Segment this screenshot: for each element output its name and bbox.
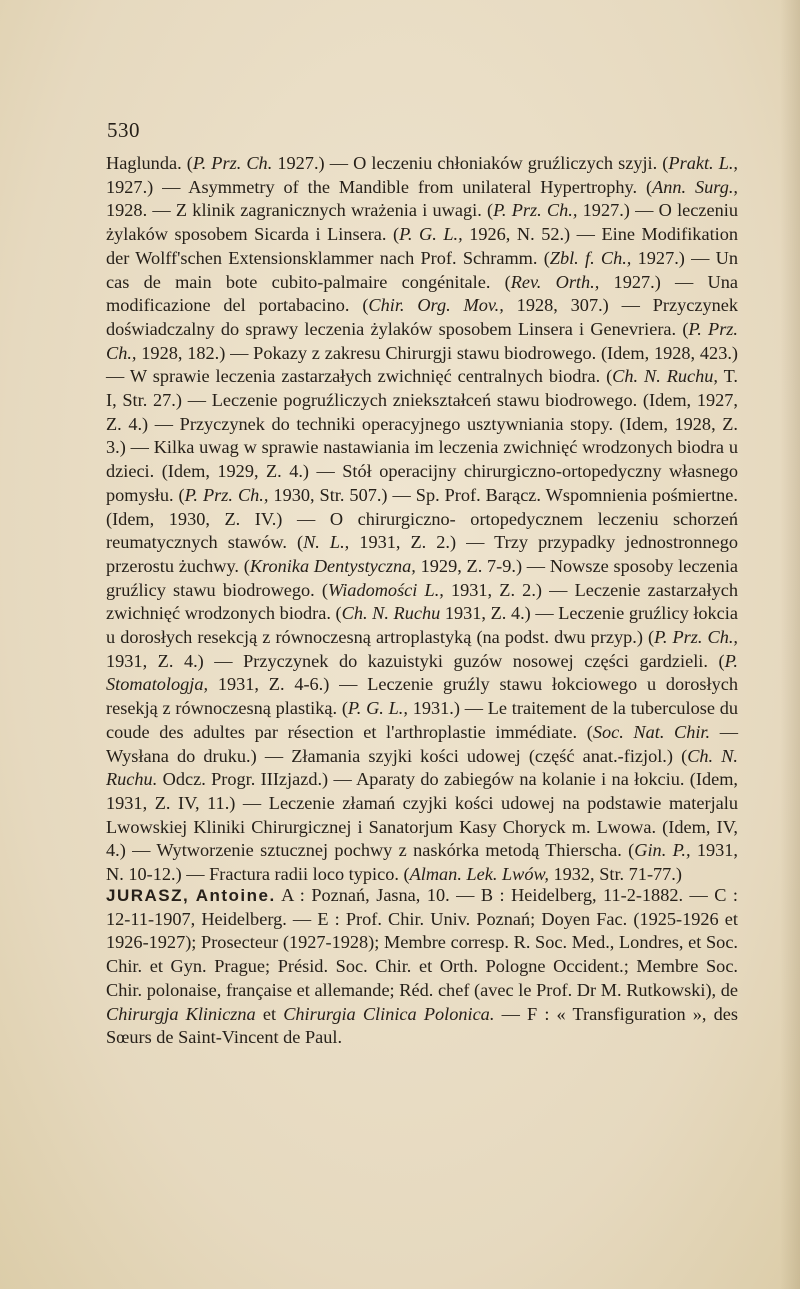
text-run: 1932, Str. 71-77.) <box>548 864 682 885</box>
text-run: 1928. — Z klinik zagranicznych wrażenia i uwagi. ( <box>106 200 494 221</box>
citation-source: N. L., <box>303 532 350 553</box>
citation-source: Ch. N. Ruchu, <box>612 366 718 387</box>
text-run: 1927.) — Un cas de main bote cubito-palmaire congénitale. ( <box>106 247 738 292</box>
text-run: 1931.) — Le traitement de la tuberculose du coude des adultes par résection et l'arthroplastie immédiate. ( <box>106 698 739 742</box>
text-run: 1926, N. 52.) — Eine Modifikation der Wolff'schen Extensionsklammer nach Prof. Schramm. ( <box>106 224 739 268</box>
citation-source: P. Prz. Ch., <box>654 627 738 648</box>
citation-source: Chirurgja Kliniczna <box>106 1003 256 1024</box>
citation-source: Soc. Nat. Chir. <box>592 721 711 742</box>
biographical-entry <box>106 884 738 1050</box>
citation-source: Chir. Org. Mov., <box>368 295 504 316</box>
text-run: Odcz. Progr. IIIzjazd.) — Aparaty do zabiegów na kolanie i na łokciu. (Idem, 1931, Z. IV, 11.) — Leczenie złamań czyjki kości udowej na podstawie materjalu Lwowskiej Kliniki Chirurgicznej i Sanatorjum Kasy Choryck m. Lwowa. (Idem, IV, 4.) — Wytworzenie sztucznej pochwy z naskórka metodą Thierscha. ( <box>106 769 738 861</box>
text-run: 1927.) — O leczeniu żylaków sposobem Sicarda i Linsera. ( <box>106 200 738 245</box>
text-run: et <box>255 1003 284 1024</box>
text-run: 1931, Z. 4.) — Leczenie gruźlicy łokcia u dorosłych resekcją z równoczesną artroplastyką (na podst. dwu przyp.) ( <box>106 603 738 648</box>
citation-source: Prakt. L., <box>668 153 738 173</box>
citation-source: P. Prz. Ch., <box>493 200 578 221</box>
text-run: 1931, Z. 4-6.) — Leczenie gruźly stawu łokciowego u dorosłych resekją z równoczesną plastiką. ( <box>106 674 738 719</box>
text-run: 1927.) — Asymmetry of the Mandible from unilateral Hypertrophy. ( <box>106 176 653 197</box>
text-run: 1931, N. 10-12.) — Fractura radii loco typico. ( <box>106 840 739 885</box>
citation-source: P. Prz. Ch., <box>184 484 269 505</box>
text-run: 1928, 182.) — Pokazy z zakresu Chirurgji stawu biodrowego. (Idem, 1928, 423.) — W sprawie leczenia zastarzałych zwichnięć centralnych biodra. ( <box>106 342 738 387</box>
citation-source: Chirurgia Clinica Polonica. <box>283 1003 495 1024</box>
entry-given-name: Antoine. <box>195 886 276 905</box>
text-run: 1927.) — Una modificazione del portabacino. ( <box>106 271 739 316</box>
citation-source: Gin. P., <box>634 840 691 861</box>
citation-source: Rev. Orth., <box>510 271 600 292</box>
bibliography-paragraph <box>106 152 738 887</box>
text-run: 1930, Str. 507.) — Sp. Prof. Barącz. Wspomnienia pośmiertne. (Idem, 1930, Z. IV.) — O chirurgiczno- ortopedycznem leczeniu schorzeń reumatycznych stawów. ( <box>106 484 738 553</box>
citation-source: P. G. L., <box>347 698 408 719</box>
citation-source: Zbl. f. Ch., <box>549 247 632 268</box>
citation-source: Ann. Surg., <box>652 176 738 197</box>
text-run: 1931, Z. 2.) — Trzy przypadky jednostronnego przerostu żuchwy. ( <box>106 532 739 576</box>
text-run: A : Poznań, Jasna, 10. — B : Heidelberg, 11-2-1882. — C : 12-11-1907, Heidelberg. — E : Prof. Chir. Univ. Poznań; Doyen Fac. (1925-1926 et 1926-1927); Prosecteur (1927-1928); Membre corresp. R. Soc. Med., Londres, et Soc. Chir. et Gyn. Prague; Présid. Soc. Chir. et Orth. Pologne Occident.; Membre Soc. Chir. polonaise, française et allemande; Réd. chef (avec le Prof. Dr M. Rutkowski), de <box>106 885 738 1000</box>
text-run: Haglunda. ( <box>106 153 193 173</box>
entry-body <box>106 885 738 1047</box>
citation-source: Wiadomości L., <box>328 579 444 600</box>
citation-source: Kronika Dentystyczna, <box>249 555 416 576</box>
citation-source: P. Stomatologja, <box>106 650 738 695</box>
citation-source: P. Prz. Ch., <box>106 318 738 363</box>
text-run: — Wysłana do druku.) — Złamania szyjki kości udowej (część anat.-fizjol.) ( <box>106 721 738 766</box>
text-run: 1927.) — O leczeniu chłoniaków gruźliczych szyji. ( <box>272 153 669 173</box>
citation-source: P. Prz. Ch. <box>192 153 273 173</box>
text-run: T. I, Str. 27.) — Leczenie pogruźliczych zniekształceń stawu biodrowego. (Idem, 1927, Z. 4.) — Przyczynek do techniki operacyjnego usztywniania stopy. (Idem, 1928, Z. 3.) — Kilka uwag w sprawie nastawiania im leczenia zwichnięć wrodzonych biodra u dzieci. (Idem, 1929, Z. 4.) — Stół operacijny chirurgiczno-ortopedyczny własnego pomysłu. ( <box>106 366 738 505</box>
entry-surname: JURASZ, <box>106 886 190 905</box>
text-run: 1929, Z. 7-9.) — Nowsze sposoby leczenia gruźlicy stawu biodrowego. ( <box>106 555 739 600</box>
page-number: 530 <box>107 118 140 142</box>
text-run: 1931, Z. 2.) — Leczenie zastarzałych zwichnięć wrodzonych biodra. ( <box>106 579 739 624</box>
text-run: — F : « Transfiguration », des Sœurs de Saint-Vincent de Paul. <box>106 1003 738 1048</box>
citation-source: Alman. Lek. Lwów, <box>409 864 549 885</box>
citation-source: P. G. L., <box>399 224 463 245</box>
text-run: 1928, 307.) — Przyczynek doświadczalny do sprawy leczenia żylaków sposobem Linsera i Genevriera. ( <box>106 295 739 339</box>
citation-source: Ch. N. Ruchu <box>341 603 441 624</box>
text-run: 1931, Z. 4.) — Przyczynek do kazuistyki guzów nosowej części gardzieli. ( <box>106 650 725 671</box>
citation-source: Ch. N. Ruchu. <box>106 745 738 790</box>
page-edge-shadow <box>780 0 800 1289</box>
